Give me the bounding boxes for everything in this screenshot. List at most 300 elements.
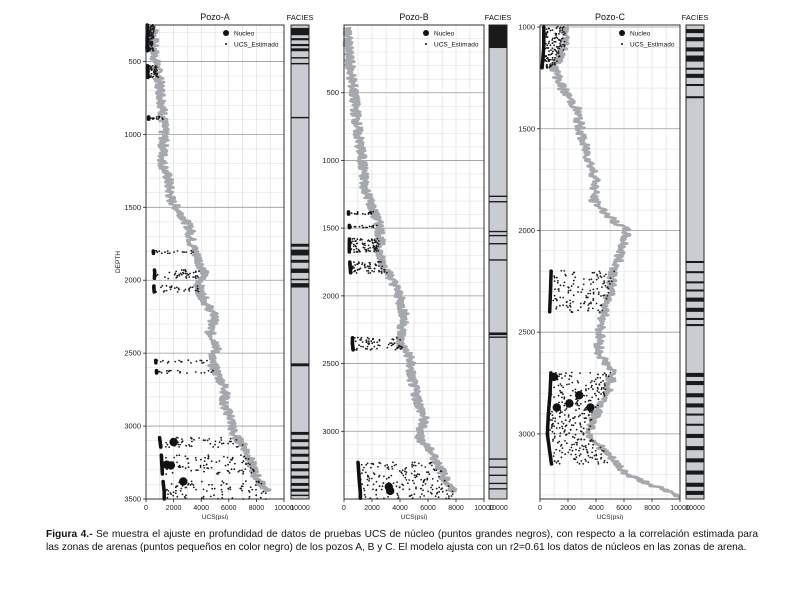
sand-point xyxy=(167,497,169,499)
sand-point xyxy=(225,465,227,467)
sand-point xyxy=(405,473,407,475)
sand-point xyxy=(559,31,561,33)
facies-band xyxy=(686,281,704,283)
sand-point xyxy=(552,57,554,59)
sand-point xyxy=(356,248,358,250)
sand-point xyxy=(551,59,553,61)
sand-point xyxy=(591,385,593,387)
sand-point xyxy=(188,276,190,278)
sand-point xyxy=(244,468,246,470)
sand-point xyxy=(351,212,353,214)
sand-point xyxy=(563,285,565,287)
facies-band xyxy=(489,458,507,459)
sand-point xyxy=(588,443,590,445)
sand-point xyxy=(179,444,181,446)
sand-point xyxy=(418,463,420,465)
sand-point xyxy=(446,490,448,492)
sand-point xyxy=(164,276,166,278)
sand-point xyxy=(583,446,585,448)
sand-point xyxy=(428,473,430,475)
sand-point xyxy=(200,372,202,374)
sand-point xyxy=(191,438,193,440)
sand-point xyxy=(440,470,442,472)
sand-point xyxy=(589,372,591,374)
sand-point xyxy=(391,466,393,468)
sand-point xyxy=(592,272,594,274)
chart-panel-3 xyxy=(518,12,708,520)
sand-point xyxy=(549,54,551,56)
sand-point xyxy=(580,460,582,462)
sand-point xyxy=(553,425,555,427)
sand-point xyxy=(359,239,361,241)
sand-point xyxy=(552,51,554,53)
sand-point xyxy=(603,393,605,395)
sand-point xyxy=(401,346,403,348)
grid xyxy=(146,25,284,499)
sand-point xyxy=(353,261,355,263)
sand-point xyxy=(552,64,554,66)
sand-point xyxy=(208,456,210,458)
sand-point xyxy=(362,243,364,245)
sand-point xyxy=(575,434,577,436)
sand-point xyxy=(359,339,361,341)
sand-point xyxy=(186,277,188,279)
facies-band xyxy=(291,461,309,464)
sand-point xyxy=(168,490,170,492)
sand-point xyxy=(169,252,171,254)
sand-point xyxy=(173,251,175,253)
sand-point xyxy=(558,50,560,52)
sand-point xyxy=(421,493,423,495)
sand-point xyxy=(583,427,585,429)
sand-point xyxy=(165,446,167,448)
sand-point xyxy=(397,494,399,496)
sand-point xyxy=(243,471,245,473)
sand-point xyxy=(220,437,222,439)
sand-point xyxy=(176,462,178,464)
sand-point xyxy=(414,470,416,472)
sand-point xyxy=(569,449,571,451)
sand-point xyxy=(159,445,163,449)
sand-point xyxy=(565,419,567,421)
sand-point xyxy=(371,226,373,228)
sand-point xyxy=(404,477,406,479)
sand-point xyxy=(208,484,210,486)
sand-point xyxy=(363,488,365,490)
sand-point xyxy=(181,269,183,271)
sand-point xyxy=(555,449,557,451)
facies-band xyxy=(686,424,704,426)
sand-point xyxy=(392,344,394,346)
sand-point xyxy=(586,451,588,453)
sand-point xyxy=(597,388,599,390)
sand-point xyxy=(204,457,206,459)
sand-point xyxy=(165,442,167,444)
sand-point xyxy=(585,460,587,462)
sand-point xyxy=(379,485,381,487)
y-tick-label: 1500 xyxy=(322,223,339,233)
sand-point xyxy=(564,431,566,433)
sand-point xyxy=(564,414,566,416)
sand-point xyxy=(546,67,548,69)
sand-point xyxy=(395,464,397,466)
sand-point xyxy=(189,273,191,275)
facies-x-tick-label: 10000 xyxy=(488,505,508,512)
facies-band xyxy=(686,458,704,462)
sand-point xyxy=(349,271,353,275)
sand-point xyxy=(265,492,267,494)
sand-point xyxy=(227,457,229,459)
sand-point xyxy=(157,76,159,78)
x-tick-label: 6000 xyxy=(221,505,237,512)
sand-point xyxy=(175,492,177,494)
sand-point xyxy=(570,395,572,397)
sand-point xyxy=(195,469,197,471)
facies-band xyxy=(686,373,704,377)
sand-point xyxy=(554,64,556,66)
sand-point xyxy=(374,474,376,476)
facies-band xyxy=(291,38,309,40)
sand-point xyxy=(368,213,370,215)
sand-point xyxy=(597,275,599,277)
sand-point xyxy=(396,337,398,339)
legend-marker-ucs-estimado xyxy=(425,43,427,45)
sand-point xyxy=(196,360,198,362)
sand-point xyxy=(396,481,398,483)
sand-point xyxy=(585,409,587,411)
sand-point xyxy=(571,444,573,446)
sand-point xyxy=(210,496,212,498)
sand-point xyxy=(555,298,557,300)
sand-point xyxy=(174,287,176,289)
facies-x-tick-label: 10000 xyxy=(290,505,310,512)
x-tick-label: 2000 xyxy=(560,505,576,512)
sand-point xyxy=(581,413,583,415)
sand-point xyxy=(192,276,194,278)
sand-point xyxy=(378,240,380,242)
sand-point xyxy=(556,306,558,308)
sand-point xyxy=(551,419,553,421)
sand-point xyxy=(239,488,241,490)
sand-point xyxy=(436,488,438,490)
sand-point xyxy=(571,311,573,313)
sand-point xyxy=(563,405,565,407)
sand-point xyxy=(185,467,187,469)
sand-point xyxy=(185,455,187,457)
sand-point xyxy=(427,471,429,473)
sand-point xyxy=(414,477,416,479)
sand-point xyxy=(365,472,367,474)
grid xyxy=(344,25,484,499)
sand-point xyxy=(387,496,389,498)
facies-band xyxy=(291,244,309,247)
sand-point xyxy=(575,389,577,391)
sand-point xyxy=(392,461,394,463)
sand-point xyxy=(186,458,188,460)
sand-point xyxy=(559,28,561,30)
sand-point xyxy=(365,267,367,269)
facies-band xyxy=(686,483,704,487)
sand-point xyxy=(413,482,415,484)
sand-point xyxy=(604,383,606,385)
sand-point xyxy=(575,422,577,424)
sand-point xyxy=(195,278,197,280)
sand-point xyxy=(167,250,169,252)
sand-point xyxy=(377,466,379,468)
sand-point xyxy=(182,272,184,274)
sand-point xyxy=(577,382,579,384)
sand-point xyxy=(597,309,599,311)
sand-point xyxy=(198,437,200,439)
sand-point xyxy=(208,370,210,372)
sand-point xyxy=(233,468,235,470)
sand-point xyxy=(589,290,591,292)
sand-point xyxy=(201,497,203,499)
sand-point xyxy=(591,397,593,399)
sand-point xyxy=(559,305,561,307)
legend-marker-ucs-estimado xyxy=(621,43,623,45)
sand-point xyxy=(161,372,163,374)
sand-point xyxy=(586,395,588,397)
sand-point xyxy=(585,417,587,419)
sand-point xyxy=(580,291,582,293)
sand-point xyxy=(552,440,554,442)
sand-point xyxy=(552,424,554,426)
sand-point xyxy=(571,375,573,377)
facies-band xyxy=(489,231,507,232)
sand-point xyxy=(580,453,582,455)
sand-point xyxy=(558,33,560,35)
sand-point xyxy=(558,39,560,41)
sand-point xyxy=(554,436,556,438)
sand-point xyxy=(243,456,245,458)
sand-point xyxy=(175,271,177,273)
chart-title: Pozo-A xyxy=(200,12,230,22)
sand-point xyxy=(551,427,553,429)
sand-point xyxy=(613,271,615,273)
sand-point xyxy=(591,380,593,382)
sand-point xyxy=(609,283,611,285)
sand-point xyxy=(554,460,556,462)
y-tick-label: 3000 xyxy=(124,421,141,431)
sand-point xyxy=(414,493,416,495)
sand-point xyxy=(169,286,171,288)
sand-point xyxy=(348,250,352,254)
sand-point xyxy=(605,274,607,276)
sand-point xyxy=(554,49,556,51)
sand-point xyxy=(160,361,162,363)
sand-point xyxy=(593,293,595,295)
sand-point xyxy=(603,280,605,282)
sand-point xyxy=(160,286,162,288)
sand-point xyxy=(353,246,355,248)
sand-point xyxy=(559,43,561,45)
sand-point xyxy=(554,433,556,435)
sand-point xyxy=(359,496,363,500)
sand-point xyxy=(150,27,152,29)
sand-point xyxy=(577,291,579,293)
sand-point xyxy=(555,308,557,310)
sand-point xyxy=(446,493,448,495)
sand-point xyxy=(378,243,380,245)
sand-point xyxy=(245,464,247,466)
sand-point xyxy=(579,422,581,424)
sand-point xyxy=(165,457,167,459)
sand-point xyxy=(156,116,158,118)
sand-point xyxy=(412,480,414,482)
sand-point xyxy=(583,439,585,441)
sand-point xyxy=(601,450,603,452)
sand-point xyxy=(595,383,597,385)
sand-point xyxy=(386,464,388,466)
facies-band xyxy=(489,483,507,484)
sand-point xyxy=(561,421,563,423)
y-tick-label: 3000 xyxy=(322,426,339,436)
sand-point xyxy=(568,416,570,418)
sand-point xyxy=(373,483,375,485)
sand-point xyxy=(221,491,223,493)
sand-point xyxy=(372,211,374,213)
sand-point xyxy=(216,473,218,475)
sand-point xyxy=(354,264,356,266)
sand-point xyxy=(599,383,601,385)
sand-point xyxy=(598,293,600,295)
sand-point xyxy=(588,388,590,390)
sand-point xyxy=(206,464,208,466)
sand-point xyxy=(598,392,600,394)
sand-point xyxy=(399,339,401,341)
sand-point xyxy=(368,343,370,345)
sand-point xyxy=(552,62,554,64)
sand-point xyxy=(204,372,206,374)
sand-point xyxy=(557,423,559,425)
sand-point xyxy=(595,458,597,460)
sand-point xyxy=(400,348,402,350)
sand-point xyxy=(372,227,374,229)
sand-point xyxy=(353,238,355,240)
sand-point xyxy=(369,264,371,266)
sand-point xyxy=(352,238,354,240)
sand-point xyxy=(393,339,395,341)
sand-point xyxy=(377,238,379,240)
sand-point xyxy=(605,389,607,391)
sand-point xyxy=(355,340,357,342)
sand-point xyxy=(361,239,363,241)
sand-point xyxy=(255,489,257,491)
sand-point xyxy=(421,465,423,467)
sand-point xyxy=(438,496,440,498)
sand-point xyxy=(175,487,177,489)
sand-point xyxy=(183,290,185,292)
series-ucs-estimado xyxy=(550,27,680,497)
sand-point xyxy=(374,268,376,270)
sand-point xyxy=(568,287,570,289)
sand-point xyxy=(436,469,438,471)
facies-band xyxy=(291,28,309,35)
sand-point xyxy=(348,226,352,230)
sand-point xyxy=(437,480,439,482)
sand-point xyxy=(540,66,544,70)
sand-point xyxy=(576,444,578,446)
sand-point xyxy=(362,213,364,215)
sand-point xyxy=(572,273,574,275)
sand-point xyxy=(176,496,178,498)
sand-point xyxy=(583,278,585,280)
sand-point xyxy=(574,437,576,439)
facies-band xyxy=(291,454,309,457)
sand-point xyxy=(361,483,363,485)
sand-point xyxy=(227,488,229,490)
sand-point xyxy=(407,482,409,484)
core-point xyxy=(565,399,573,407)
sand-point xyxy=(558,290,560,292)
sand-point xyxy=(253,471,255,473)
sand-point xyxy=(606,462,608,464)
sand-point xyxy=(597,374,599,376)
sand-point xyxy=(587,293,589,295)
sand-point xyxy=(562,393,564,395)
sand-point xyxy=(231,468,233,470)
sand-point xyxy=(583,303,585,305)
sand-point xyxy=(381,266,383,268)
sand-point xyxy=(561,377,563,379)
core-point xyxy=(553,403,561,411)
sand-point xyxy=(553,41,555,43)
sand-point xyxy=(596,279,598,281)
sand-point xyxy=(576,456,578,458)
sand-point xyxy=(260,497,262,499)
sand-point xyxy=(558,441,560,443)
sand-point xyxy=(556,60,558,62)
sand-point xyxy=(604,460,606,462)
y-tick-label: 2000 xyxy=(322,291,339,301)
sand-point xyxy=(185,289,187,291)
sand-point xyxy=(354,213,356,215)
sand-point xyxy=(376,248,378,250)
sand-point xyxy=(602,295,604,297)
sand-point xyxy=(590,400,592,402)
sand-point xyxy=(203,465,205,467)
sand-point xyxy=(600,381,602,383)
sand-point xyxy=(553,59,555,61)
sand-point xyxy=(594,393,596,395)
sand-point xyxy=(587,304,589,306)
sand-point xyxy=(193,272,195,274)
sand-point xyxy=(564,41,566,43)
sand-point xyxy=(585,390,587,392)
sand-point xyxy=(452,491,454,493)
sand-point xyxy=(583,395,585,397)
x-tick-label: 4000 xyxy=(392,505,408,512)
sand-point xyxy=(602,380,604,382)
sand-point xyxy=(599,377,601,379)
sand-point xyxy=(557,280,559,282)
sand-point xyxy=(554,37,556,39)
sand-point xyxy=(200,466,202,468)
sand-point xyxy=(603,462,605,464)
facies-band xyxy=(291,48,309,51)
sand-point xyxy=(380,463,382,465)
sand-point xyxy=(573,283,575,285)
sand-point xyxy=(174,274,176,276)
sand-point xyxy=(364,244,366,246)
sand-point xyxy=(548,310,552,314)
sand-point xyxy=(239,470,241,472)
sand-point xyxy=(548,60,550,62)
facies-band xyxy=(291,260,309,263)
x-tick-label: 8000 xyxy=(448,505,464,512)
sand-point xyxy=(190,470,192,472)
